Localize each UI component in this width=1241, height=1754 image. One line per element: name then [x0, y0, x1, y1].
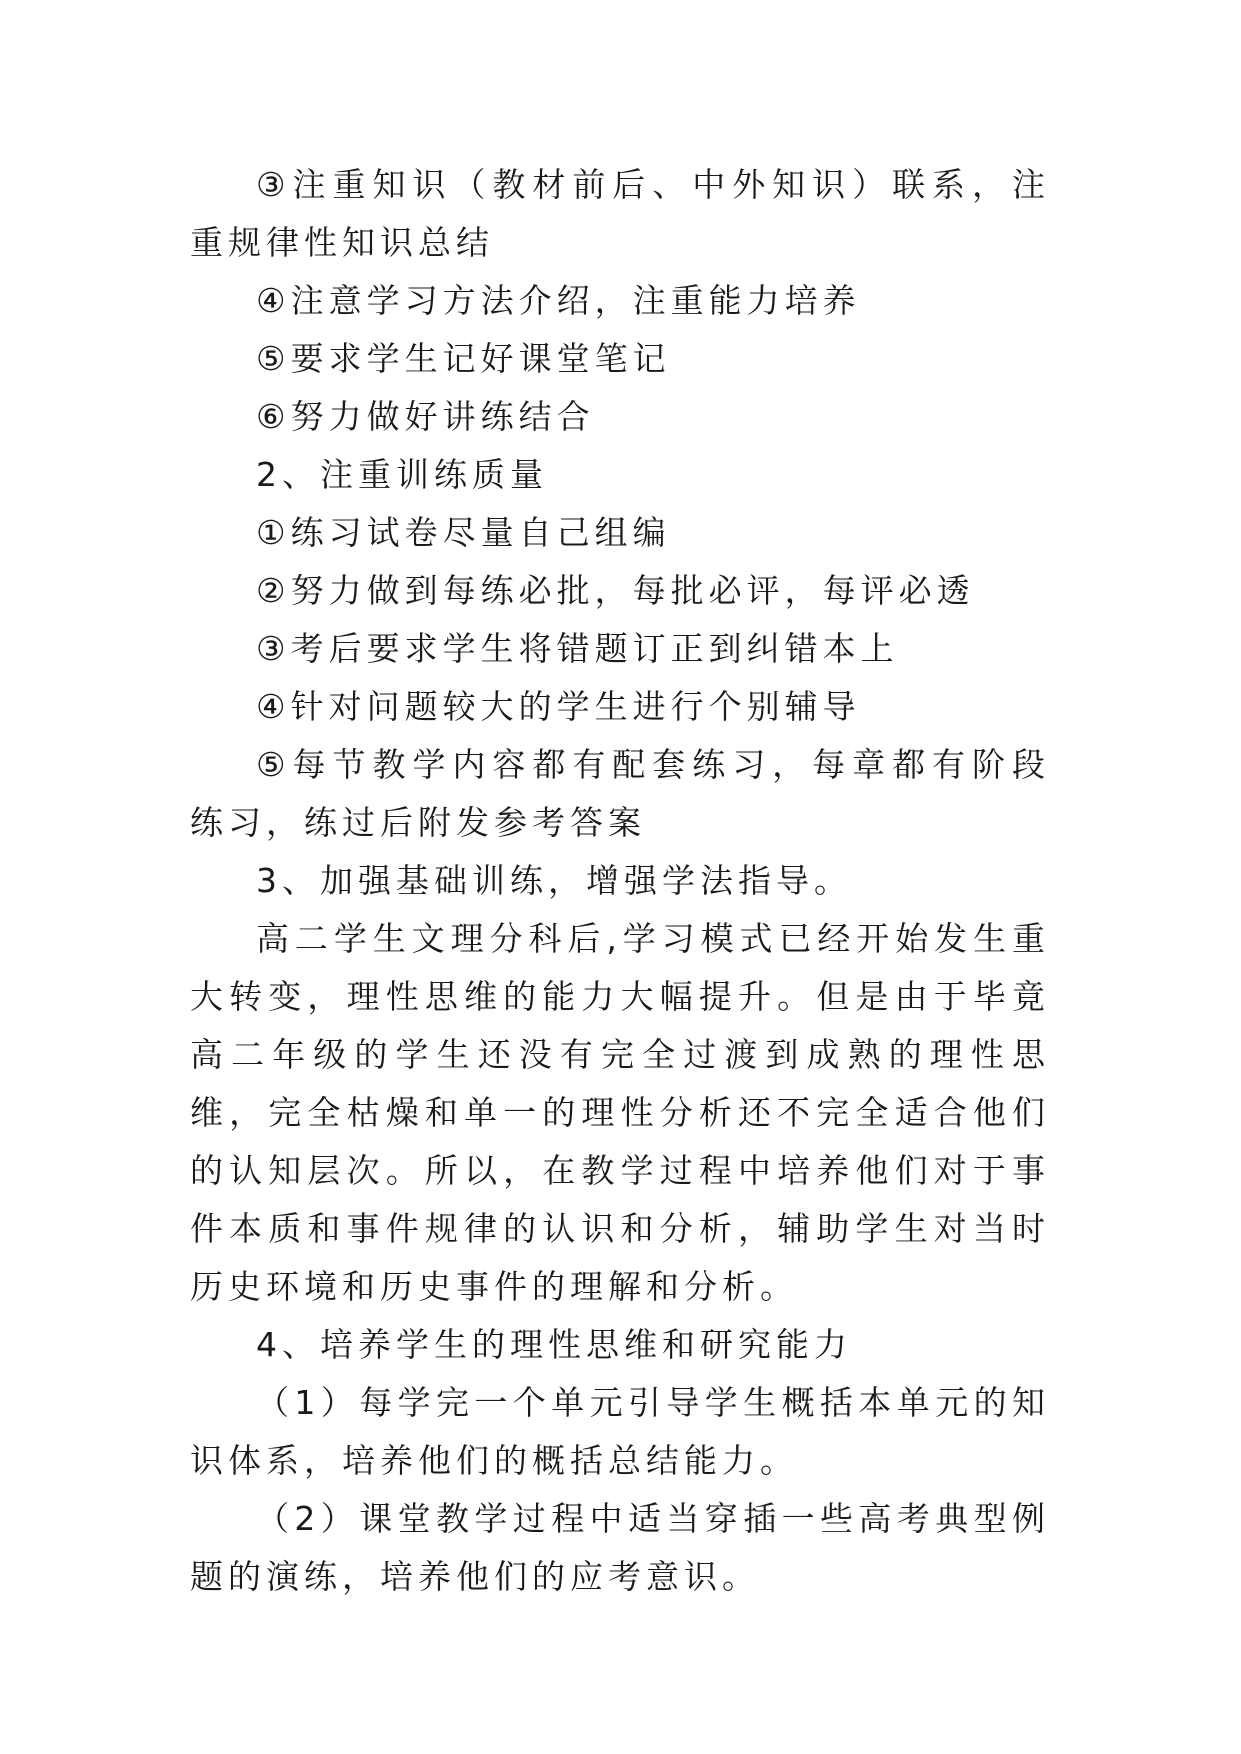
section-heading-2: 2、注重训练质量 [256, 455, 548, 494]
paragraph-item-4-methods: ④注意学习方法介绍，注重能力培养 [256, 281, 861, 320]
section-heading-3: 3、加强基础训练，增强学法指导。 [256, 861, 852, 900]
paragraph-item-6-practice: ⑥努力做好讲练结合 [256, 397, 595, 436]
paragraph-sub-1-summary: （1）每学完一个单元引导学生概括本单元的知识体系，培养他们的概括总结能力。 [190, 1383, 1050, 1480]
document-body [190, 156, 1050, 1606]
paragraph-item-3-connections: ③注重知识（教材前后、中外知识）联系，注重规律性知识总结 [190, 165, 1050, 262]
paragraph-sub-2-exam: （2）课堂教学过程中适当穿插一些高考典型例题的演练，培养他们的应考意识。 [190, 1499, 1050, 1596]
paragraph-item-3-corrections: ③考后要求学生将错题订正到纠错本上 [256, 629, 899, 668]
paragraph-item-1-papers: ①练习试卷尽量自己组编 [256, 513, 671, 552]
paragraph-item-2-grading: ②努力做到每练必批，每批必评，每评必透 [256, 571, 975, 610]
paragraph-item-4-tutoring: ④针对问题较大的学生进行个别辅导 [256, 687, 861, 726]
section-heading-4: 4、培养学生的理性思维和研究能力 [256, 1325, 852, 1364]
paragraph-item-5-exercises: ⑤每节教学内容都有配套练习，每章都有阶段练习，练过后附发参考答案 [190, 745, 1050, 842]
paragraph-item-5-notes: ⑤要求学生记好课堂笔记 [256, 339, 671, 378]
body-paragraph-rational-thinking: 高二学生文理分科后,学习模式已经开始发生重大转变，理性思维的能力大幅提升。但是由于毕竟高二年级的学生还没有完全过渡到成熟的理性思维，完全枯燥和单一的理性分析还不完全适合他们的认知层次。所以，在教学过程中培养他们对于事件本质和事件规律的认识和分析，辅助学生对当时历史环境和历史事件的理解和分析。 [190, 919, 1050, 1306]
